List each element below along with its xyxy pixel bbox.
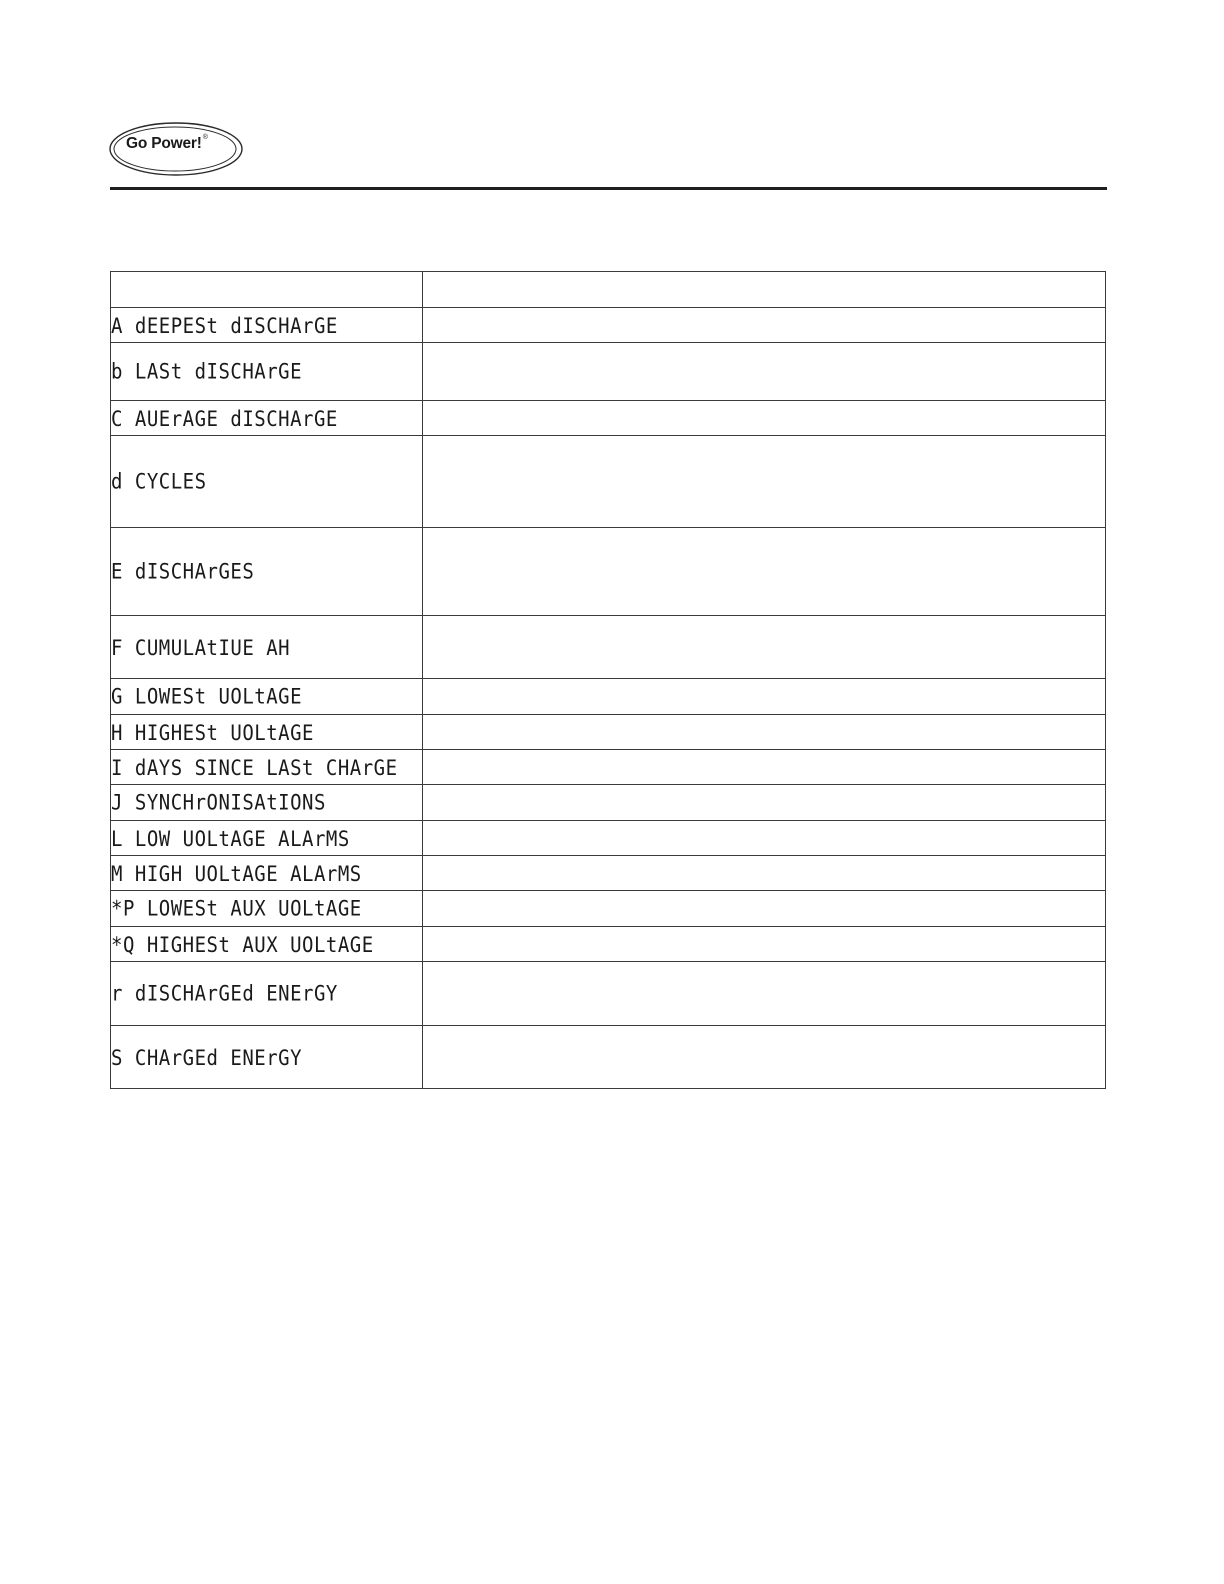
item-description (423, 528, 1106, 616)
item-label: G LOWESt UOLtAGE (111, 676, 423, 716)
item-description (423, 616, 1106, 679)
item-label: r dISCHArGEd ENErGY (111, 958, 423, 1030)
item-label: *P LOWESt AUX UOLtAGE (111, 888, 423, 928)
item-description (423, 891, 1106, 927)
table-row (111, 785, 1106, 821)
table-row (111, 679, 1106, 715)
logo-wordmark: Go Power!® (126, 134, 208, 152)
header-description-cell (423, 272, 1106, 308)
item-description (423, 715, 1106, 750)
table-row (111, 856, 1106, 891)
table-row (111, 891, 1106, 927)
item-label: F CUMULAtIUE AH (111, 612, 423, 683)
item-label: C AUErAGE dISCHArGE (111, 398, 423, 437)
item-label: b LASt dISCHArGE (111, 339, 423, 404)
item-label: J SYNCHrONISAtIONS (111, 782, 423, 822)
table-row (111, 962, 1106, 1026)
item-description (423, 856, 1106, 891)
table-row (111, 715, 1106, 750)
table-row (111, 616, 1106, 679)
item-description (423, 343, 1106, 401)
table-row (111, 750, 1106, 785)
item-description (423, 401, 1106, 436)
history-table (110, 271, 1106, 1089)
item-label: L LOW UOLtAGE ALArMS (111, 818, 423, 857)
table-row (111, 1026, 1106, 1089)
item-description (423, 962, 1106, 1026)
table-row (111, 528, 1106, 616)
go-power-logo (108, 121, 244, 177)
item-label: d CYCLES (111, 430, 423, 533)
table-row (111, 821, 1106, 856)
item-label: M HIGH UOLtAGE ALArMS (111, 853, 423, 892)
header-item-cell (111, 272, 423, 308)
item-label: I dAYS SINCE LASt CHArGE (111, 747, 423, 786)
item-description (423, 308, 1106, 343)
table-row (111, 436, 1106, 528)
item-description (423, 750, 1106, 785)
table-row (111, 927, 1106, 962)
item-label: A dEEPESt dISCHArGE (111, 305, 423, 344)
item-label: *Q HIGHESt AUX UOLtAGE (111, 924, 423, 963)
table-row (111, 343, 1106, 401)
item-description (423, 927, 1106, 962)
item-description (423, 1026, 1106, 1089)
item-description (423, 436, 1106, 528)
item-label: H HIGHESt UOLtAGE (111, 712, 423, 751)
item-description (423, 785, 1106, 821)
item-description (423, 821, 1106, 856)
header-rule (110, 187, 1107, 190)
table-row (111, 308, 1106, 343)
item-description (423, 679, 1106, 715)
item-label: E dISCHArGES (111, 522, 423, 621)
item-label: S CHArGEd ENErGY (111, 1022, 423, 1093)
table-header-row (111, 272, 1106, 308)
